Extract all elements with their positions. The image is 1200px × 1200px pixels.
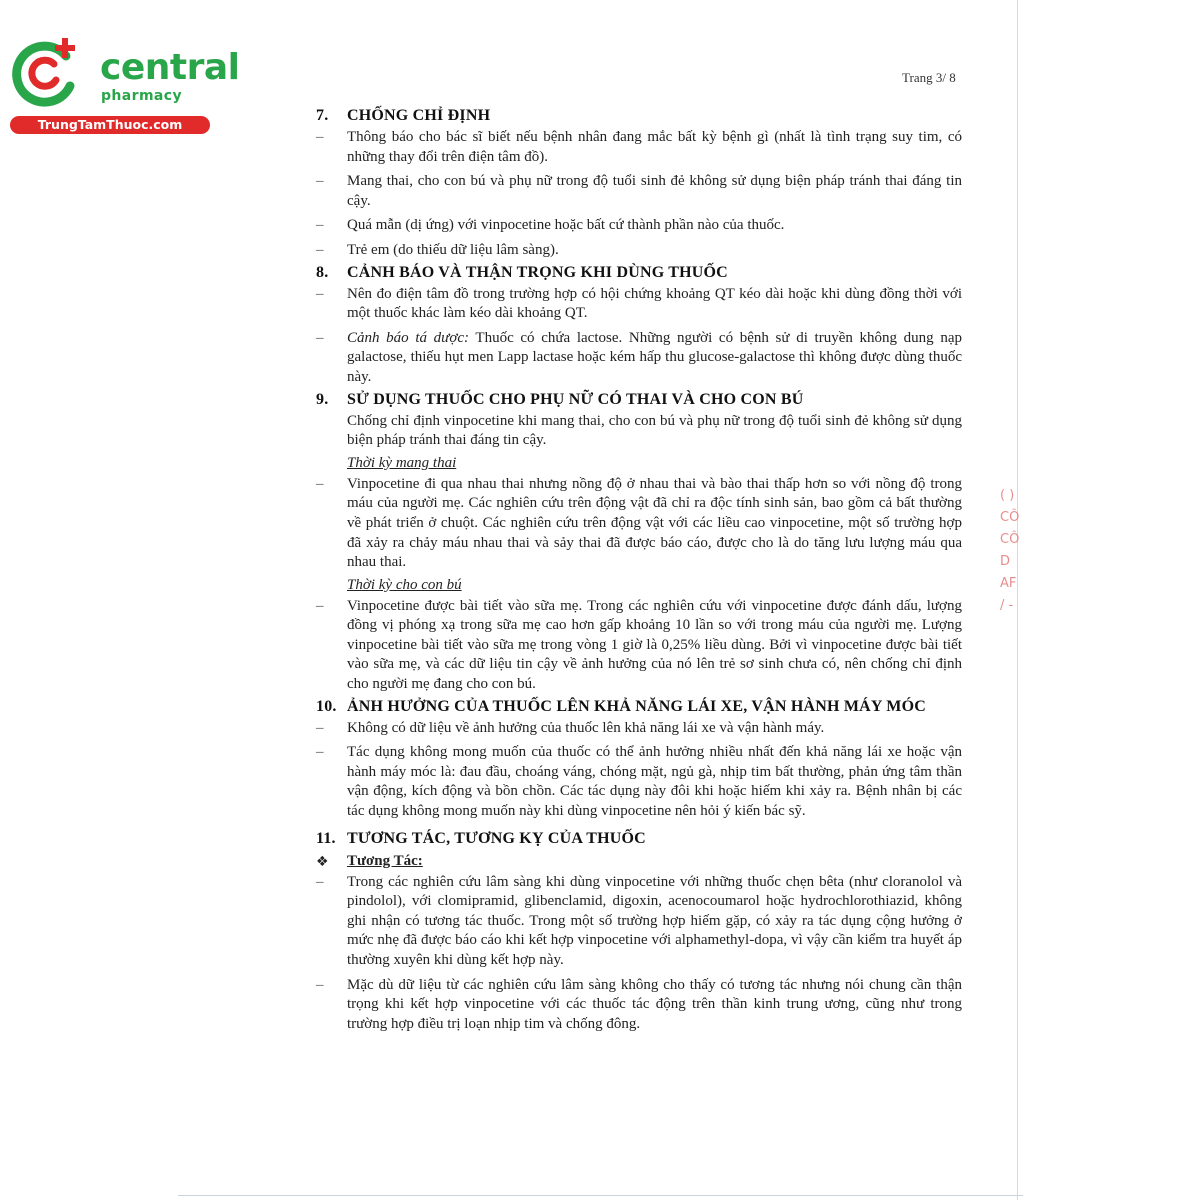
list-item: – Không có dữ liệu về ảnh hưởng của thuốc lên khả năng lái xe và vận hành máy. (316, 719, 962, 739)
subheading-pregnancy: Thời kỳ mang thai (347, 454, 457, 471)
logo-mark-icon (10, 36, 90, 108)
stamp-line: ( ) (1000, 488, 1015, 503)
page-edge-bottom (178, 1195, 1023, 1196)
section-title: CHỐNG CHỈ ĐỊNH (347, 107, 491, 124)
central-pharmacy-logo[interactable] (10, 36, 240, 136)
section-number: 9. (316, 390, 329, 408)
section-number: 11. (316, 829, 336, 847)
list-item: – Tác dụng không mong muốn của thuốc có thể ảnh hưởng nhiều nhất đến khả năng lái xe hoặc vận hành máy móc là: đau đầu, choáng váng, chóng mặt, ngủ gà, nhịp tim bất thường, phản ứng tâm thần vận động, kích động và bồn chồn. Các tác dụng này đôi khi hoặc hiếm khi xảy ra. Bệnh nhân bị các tác dụng không mong muốn này khi dùng vinpocetine nên hỏi ý kiến bác sỹ. (316, 743, 962, 821)
subheading-text: Tương Tác: (347, 853, 423, 870)
red-stamp-fragment (1000, 485, 1030, 645)
section-7-heading (316, 104, 962, 128)
logo-name: central (100, 47, 240, 88)
excipient-warning-label: Cảnh báo tá dược: (347, 329, 470, 346)
list-item: – Quá mẫn (dị ứng) với vinpocetine hoặc bất cứ thành phần nào của thuốc. (316, 216, 962, 236)
list-item: – Mang thai, cho con bú và phụ nữ trong độ tuổi sinh đẻ không sử dụng biện pháp tránh thai đáng tin cậy. (316, 172, 962, 211)
page-number: Trang 3/ 8 (902, 70, 956, 85)
list-item: – Vinpocetine được bài tiết vào sữa mẹ. Trong các nghiên cứu với vinpocetine được đánh dấu, lượng đồng vị phóng xạ trong sữa mẹ cao hơn gấp khoảng 10 lần so với trong máu của người mẹ. Lượng vinpocetine bài tiết vào sữa mẹ trong vòng 1 giờ là 0,25% liều dùng. Bởi vì vinpocetine được bài tiết vào sữa mẹ, và các dữ liệu tin cậy về ảnh hưởng của nó lên trẻ sơ sinh chưa có, nên chống chỉ định cho người mẹ đang cho con bú. (316, 597, 962, 695)
section-number: 7. (316, 107, 329, 124)
section-title: ẢNH HƯỞNG CỦA THUỐC LÊN KHẢ NĂNG LÁI XE, VẬN HÀNH MÁY MÓC (347, 697, 926, 715)
list-item (316, 329, 962, 388)
logo-subtitle: pharmacy (101, 88, 182, 104)
subheading-interactions (316, 851, 962, 873)
section-10-heading (316, 695, 962, 719)
document-body (316, 104, 962, 1034)
stamp-line: CÔ (1000, 532, 1020, 547)
section-title: TƯƠNG TÁC, TƯƠNG KỴ CỦA THUỐC (347, 829, 646, 847)
stamp-line: CÔ (1000, 510, 1020, 525)
section-number: 8. (316, 263, 329, 281)
section-9-heading (316, 388, 962, 412)
list-item: – Thông báo cho bác sĩ biết nếu bệnh nhân đang mắc bất kỳ bệnh gì (nhất là tình trạng suy tim, có những thay đổi trên điện tâm đồ). (316, 128, 962, 167)
logo-url-badge: TrungTamThuoc.com (10, 116, 210, 134)
excipient-warning-text: Thuốc có chứa lactose. Những người có bệnh sử di truyền không dung nạp galactose, thiếu hụt men Lapp lactase hoặc kém hấp thu glucose-galactose thì không được dùng thuốc này. (347, 329, 962, 385)
section-title: CẢNH BÁO VÀ THẬN TRỌNG KHI DÙNG THUỐC (347, 263, 728, 281)
diamond-bullet-icon: ❖ (316, 853, 329, 870)
list-item: – Trẻ em (do thiếu dữ liệu lâm sàng). (316, 241, 962, 261)
stamp-line: / - (1000, 598, 1014, 613)
list-item: – Vinpocetine đi qua nhau thai nhưng nồng độ ở nhau thai và bào thai thấp hơn so với nồng độ trong máu của người mẹ. Các nghiên cứu trên động vật đã chỉ ra độc tính sinh sản, bao gồm cả bất thường về phát triển ở chuột. Các nghiên cứu trên động vật với các liều cao vinpocetine, một số trường hợp đã xảy ra chảy máu nhau thai và sảy thai đã được báo cáo, được cho là do tăng lưu lượng máu qua nhau thai. (316, 475, 962, 573)
section-8-heading (316, 261, 962, 285)
section-number: 10. (316, 697, 337, 715)
stamp-line: AF (1000, 576, 1017, 591)
list-item: – Mặc dù dữ liệu từ các nghiên cứu lâm sàng không cho thấy có tương tác nhưng nói chung cần thận trọng khi kết hợp vinpocetine với các thuốc tác động trên thần kinh trung ương, cũng như trong trường hợp điều trị loạn nhịp tim và chống đông. (316, 976, 962, 1035)
list-item: – Nên đo điện tâm đồ trong trường hợp có hội chứng khoảng QT kéo dài hoặc khi dùng đồng thời với một thuốc khác làm kéo dài khoảng QT. (316, 285, 962, 324)
section-11-heading (316, 827, 962, 851)
list-item: – Trong các nghiên cứu lâm sàng khi dùng vinpocetine với những thuốc chẹn bêta (như cloranolol và pindolol), với clomipramid, glibenclamid, digoxin, acenocoumarol hoặc hydrochlorothiazid, không ghi nhận có tương tác thuốc. Trong một số trường hợp hiếm gặp, có xảy ra tác dụng cộng hưởng ở mức nhẹ đã được báo cáo khi kết hợp vinpocetine với alphamethyl-dopa, vì vậy cần kiểm tra huyết áp thường xuyên khi dùng kết hợp này. (316, 873, 962, 971)
section-title: SỬ DỤNG THUỐC CHO PHỤ NỮ CÓ THAI VÀ CHO CON BÚ (347, 390, 804, 408)
paragraph: Chống chỉ định vinpocetine khi mang thai, cho con bú và phụ nữ trong độ tuổi sinh đẻ không sử dụng biện pháp tránh thai đáng tin cậy. (347, 412, 962, 449)
stamp-line: D (1000, 554, 1011, 569)
subheading-lactation: Thời kỳ cho con bú (347, 576, 462, 593)
